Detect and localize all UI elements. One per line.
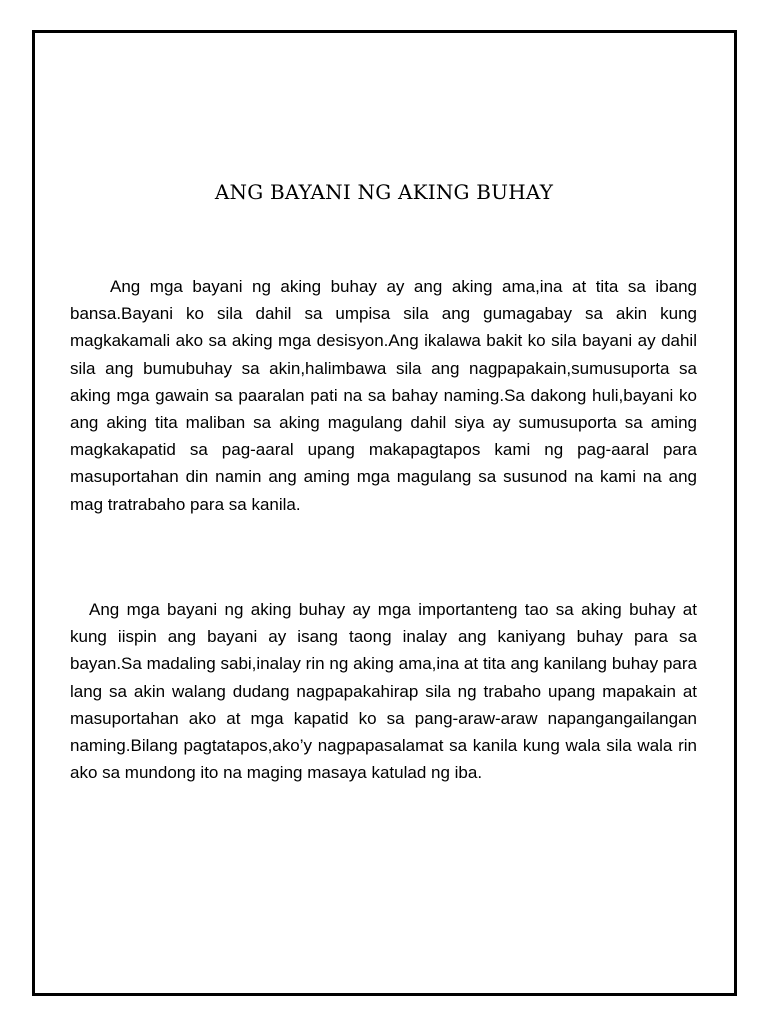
paragraph-1: Ang mga bayani ng aking buhay ay ang aking ama,ina at tita sa ibang bansa.Bayani ko sila dahil sa umpisa sila ang gumagabay sa akin kung magkakamali ako sa aking mga desisyon.Ang ikalawa bakit ko sila bayani ay dahil sila ang bumubuhay sa akin,halimbawa sila ang nagpapakain,sumusuporta sa aking mga gawain sa paaralan pati na sa bahay naming.Sa dakong huli,bayani ko ang aking tita maliban sa aking magulang dahil siya ay sumusuporta sa aming magkakapatid sa pag-aaral upang makapagtapos kami ng pag-aaral para masuportahan din namin ang aming mga magulang sa susunod na kami na ang mag tratrabaho para sa kanila.: [70, 277, 697, 514]
paragraph-2: Ang mga bayani ng aking buhay ay mga importanteng tao sa aking buhay at kung iispin ang bayani ay isang taong inalay ang kaniyang buhay para sa bayan.Sa madaling sabi,inalay rin ng aking ama,ina at tita ang kanilang buhay para lang sa akin walang dudang nagpapakahirap sila ng trabaho upang mapakain at masuportahan ako at mga kapatid ko sa pang-araw-araw napangangailangan naming.Bilang pagtatapos,ako’y nagpapasalamat sa kanila kung wala sila wala rin ako sa mundong ito na maging masaya katulad ng iba.: [70, 600, 697, 783]
document-title: ANG BAYANI NG AKING BUHAY: [214, 180, 554, 204]
